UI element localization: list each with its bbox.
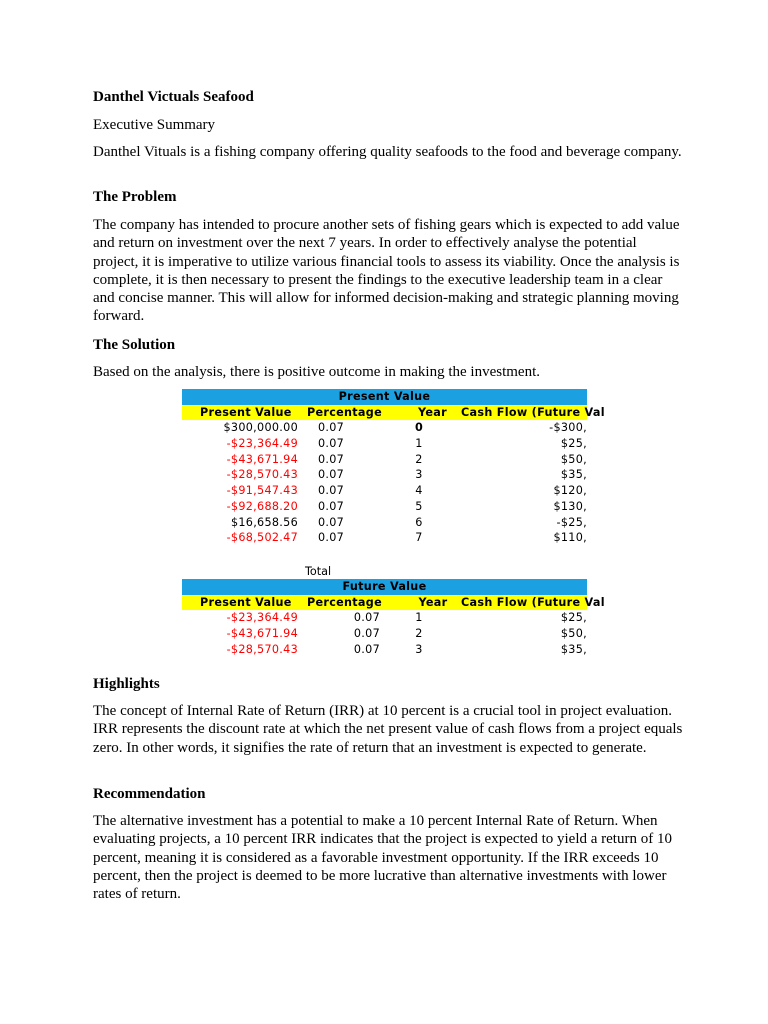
table-banner: Future Value [182, 579, 587, 595]
cash-flow-cell: $35, [560, 642, 587, 656]
cash-flow-cell: $120, [553, 484, 587, 498]
year-cell: 5 [415, 499, 423, 513]
highlights-paragraph: The concept of Internal Rate of Return (IRR) at 10 percent is a crucial tool in project evaluation. IRR represents the discount rate at which the net present value of cash flows from a project equals zero. In other words, it signifies the rate of return that an investment is expected to generate. [93, 703, 683, 756]
cash-flow-cell: $130, [553, 499, 587, 513]
column-header: Present Value [200, 595, 292, 609]
document-subtitle: Executive Summary [93, 117, 216, 133]
column-header: Present Value [200, 405, 292, 419]
cash-flow-cell: $50, [560, 627, 587, 641]
table-row [182, 483, 587, 499]
future-value-table [182, 579, 605, 657]
table-row [182, 626, 587, 642]
percentage-cell: 0.07 [317, 452, 345, 466]
table-row [182, 467, 587, 483]
recommendation-paragraph: The alternative investment has a potential to make a 10 percent Internal Rate of Return. When evaluating projects, a 10 percent IRR indicates that the project is expected to yield a return of 10 percent, meaning it is considered as a favorable investment opportunity. If the IRR exceeds 10 percent, then the project is deemed to be more lucrative than alternative investments with lower rates of return. [93, 813, 672, 903]
percentage-cell: 0.07 [353, 627, 380, 641]
table-row [182, 642, 587, 658]
present-value-cell: -$43,671.94 [226, 627, 298, 641]
recommendation-heading: Recommendation [93, 786, 206, 802]
column-header: Cash Flow (Future Val [461, 595, 605, 609]
column-header: Cash Flow (Future Val [461, 405, 605, 419]
cash-flow-cell: $25, [560, 437, 587, 451]
table-header-row [182, 595, 605, 611]
table-row [182, 515, 587, 531]
column-header: Year [418, 405, 447, 419]
table-banner-row [182, 389, 587, 405]
present-value-cell: -$23,364.49 [226, 437, 298, 451]
column-header: Year [418, 595, 448, 609]
table-row [182, 436, 587, 452]
cash-flow-cell: -$300, [549, 421, 587, 435]
table-row [182, 530, 587, 546]
present-value-cell: -$92,688.20 [226, 499, 298, 513]
table-row [182, 610, 587, 626]
present-value-cell: $300,000.00 [223, 421, 298, 435]
percentage-cell: 0.07 [317, 468, 345, 482]
year-cell: 7 [415, 531, 423, 545]
table-header-row [182, 405, 605, 421]
year-cell: 4 [415, 484, 423, 498]
document-title: Danthel Victuals Seafood [93, 89, 254, 105]
present-value-cell: -$28,570.43 [226, 468, 298, 482]
present-value-cell: -$91,547.43 [226, 484, 298, 498]
cash-flow-cell: $25, [560, 611, 587, 625]
year-cell: 2 [415, 627, 423, 641]
intro-paragraph: Danthel Vituals is a fishing company offering quality seafoods to the food and beverage company. [93, 144, 682, 160]
table-banner-row [182, 579, 587, 595]
year-cell: 0 [414, 421, 424, 435]
year-cell: 2 [415, 452, 423, 466]
table-row [182, 452, 587, 468]
percentage-cell: 0.07 [353, 642, 380, 656]
percentage-cell: 0.07 [317, 484, 345, 498]
cash-flow-cell: $110, [553, 531, 587, 545]
present-value-cell: -$28,570.43 [226, 642, 298, 656]
problem-paragraph: The company has intended to procure another sets of fishing gears which is expected to add value and return on investment over the next 7 years. In order to effectively analyse the potential project, it is imperative to utilize various financial tools to assess its viability. Once the analysis is complete, it is then necessary to present the findings to the executive leadership team in a clear and concise manner. This will allow for informed decision-making and strategic planning moving forward. [93, 217, 680, 325]
year-cell: 3 [415, 468, 423, 482]
percentage-cell: 0.07 [353, 611, 380, 625]
present-value-cell: $16,658.56 [230, 515, 298, 529]
total-label: Total [305, 565, 332, 578]
cash-flow-cell: $50, [560, 452, 587, 466]
percentage-cell: 0.07 [317, 421, 345, 435]
solution-heading: The Solution [93, 337, 176, 353]
present-value-cell: -$43,671.94 [226, 452, 298, 466]
percentage-cell: 0.07 [317, 515, 345, 529]
present-value-cell: -$23,364.49 [226, 611, 298, 625]
highlights-heading: Highlights [93, 676, 160, 692]
present-value-cell: -$68,502.47 [226, 531, 298, 545]
cash-flow-cell: -$25, [556, 515, 587, 529]
percentage-cell: 0.07 [317, 499, 345, 513]
year-cell: 1 [415, 437, 423, 451]
table-row [182, 420, 587, 436]
percentage-cell: 0.07 [317, 531, 345, 545]
year-cell: 1 [415, 611, 423, 625]
column-header: Percentage [307, 405, 382, 419]
table-banner: Present Value [182, 389, 587, 405]
cash-flow-cell: $35, [560, 468, 587, 482]
solution-paragraph: Based on the analysis, there is positive outcome in making the investment. [93, 364, 540, 380]
percentage-cell: 0.07 [317, 437, 345, 451]
problem-heading: The Problem [93, 189, 177, 205]
present-value-table [182, 389, 605, 546]
year-cell: 6 [415, 515, 423, 529]
year-cell: 3 [415, 642, 423, 656]
column-header: Percentage [307, 595, 382, 609]
table-row [182, 499, 587, 515]
